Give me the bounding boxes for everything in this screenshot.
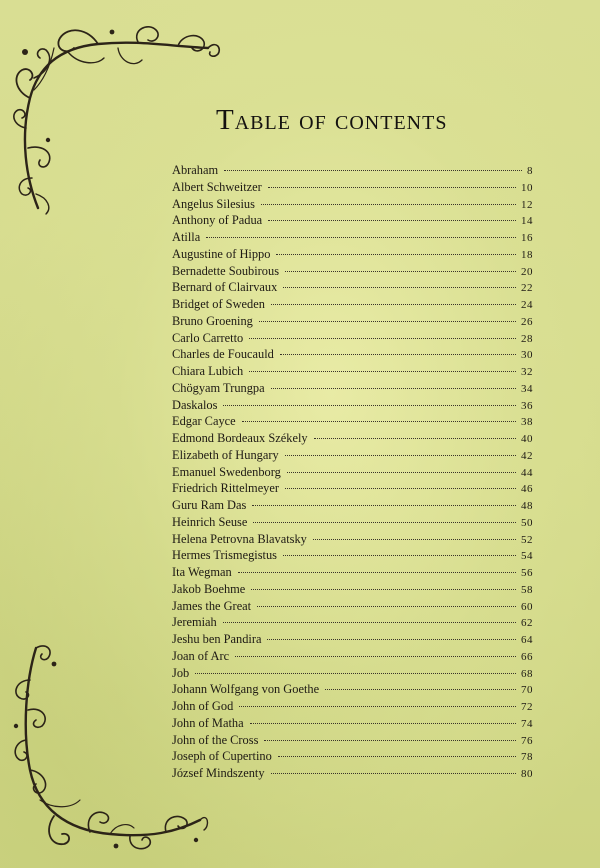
toc-entry[interactable] (172, 212, 533, 229)
dot-leader (283, 286, 516, 288)
toc-entry-name: Hermes Trismegistus (172, 548, 277, 563)
dot-leader (223, 404, 516, 406)
toc-entry[interactable] (172, 581, 533, 598)
dot-leader (283, 554, 516, 556)
toc-entry-name: Jeremiah (172, 615, 217, 630)
dot-leader (223, 621, 516, 623)
toc-entry[interactable] (172, 279, 533, 296)
toc-entry[interactable] (172, 547, 533, 564)
toc-entry[interactable] (172, 564, 533, 581)
toc-entry-page-number: 60 (521, 600, 533, 613)
toc-entry-name: József Mindszenty (172, 766, 265, 780)
toc-entry-page-number: 52 (521, 533, 533, 546)
toc-entry[interactable] (172, 698, 533, 715)
toc-entry-page-number: 42 (521, 449, 533, 462)
toc-entry-page-number: 44 (521, 466, 533, 479)
dot-leader (271, 303, 516, 305)
toc-entry-page-number: 48 (521, 500, 533, 512)
toc-entry[interactable] (172, 681, 533, 698)
toc-entry[interactable] (172, 330, 533, 347)
toc-entry-page-number: 16 (521, 232, 533, 244)
toc-entry-page-number: 46 (521, 483, 533, 496)
toc-entry-page-number: 32 (521, 366, 533, 378)
toc-entry[interactable] (172, 162, 533, 179)
toc-entry-name: Jakob Boehme (172, 581, 246, 596)
toc-entry-name: Elizabeth of Hungary (172, 447, 279, 462)
toc-entry[interactable] (172, 430, 533, 447)
dot-leader (271, 772, 516, 774)
toc-entry[interactable] (172, 229, 533, 246)
dot-leader (314, 437, 516, 439)
toc-entry-name: Edmond Bordeaux Székely (172, 431, 308, 445)
toc-entry[interactable] (172, 531, 533, 548)
toc-entry[interactable] (172, 196, 533, 213)
toc-entry-page-number: 72 (521, 701, 533, 713)
toc-entry[interactable] (172, 598, 533, 615)
toc-entry-name: Augustine of Hippo (172, 246, 271, 261)
dot-leader (313, 538, 516, 540)
dot-leader (325, 688, 516, 690)
toc-entry[interactable] (172, 447, 533, 464)
toc-entry[interactable] (172, 748, 533, 765)
toc-entry-page-number: 64 (521, 634, 533, 646)
toc-entry-name: Job (172, 665, 190, 680)
dot-leader (261, 203, 516, 205)
toc-entry[interactable] (172, 497, 533, 514)
dot-leader (276, 253, 516, 255)
toc-entry[interactable] (172, 296, 533, 313)
dot-leader (249, 370, 516, 372)
toc-entry-name: Abraham (172, 163, 219, 177)
dot-leader (268, 219, 516, 221)
toc-entry-name: Joan of Arc (172, 648, 230, 663)
dot-leader (285, 487, 516, 489)
dot-leader (280, 353, 516, 355)
toc-entry-name: Joseph of Cupertino (172, 749, 272, 764)
dot-leader (252, 504, 516, 506)
toc-entry-page-number: 12 (521, 198, 533, 211)
toc-entry-page-number: 26 (521, 315, 533, 328)
toc-entry-name: Bridget of Sweden (172, 297, 265, 311)
toc-entry-page-number: 74 (521, 717, 533, 730)
dot-leader (285, 270, 516, 272)
toc-entry[interactable] (172, 480, 533, 497)
dot-leader (251, 588, 516, 590)
toc-entry-name: Chögyam Trungpa (172, 380, 265, 395)
toc-entry-page-number: 28 (521, 332, 533, 345)
toc-entry[interactable] (172, 313, 533, 330)
toc-entry-name: Ita Wegman (172, 565, 232, 579)
dot-leader (253, 521, 516, 523)
toc-entry[interactable] (172, 648, 533, 665)
toc-entry-name: Bernard of Clairvaux (172, 280, 278, 295)
toc-entry[interactable] (172, 514, 533, 531)
toc-entry-page-number: 40 (521, 433, 533, 445)
toc-entry-page-number: 34 (521, 382, 533, 395)
dot-leader (195, 672, 516, 674)
toc-entry[interactable] (172, 614, 533, 631)
toc-entry-page-number: 66 (521, 650, 533, 663)
toc-entry-page-number: 8 (527, 165, 533, 177)
toc-entry[interactable] (172, 732, 533, 749)
toc-entry[interactable] (172, 464, 533, 481)
dot-leader (268, 186, 516, 188)
toc-entry-page-number: 30 (521, 349, 533, 362)
toc-entry-name: John of Matha (172, 715, 244, 730)
dot-leader (235, 655, 516, 657)
dot-leader (271, 387, 516, 389)
toc-entry-name: James the Great (172, 598, 252, 613)
toc-entry-name: Helena Petrovna Blavatsky (172, 531, 307, 546)
toc-entry-name: Chiara Lubich (172, 364, 244, 378)
dot-leader (206, 236, 516, 238)
toc-entry-name: Emanuel Swedenborg (172, 464, 281, 479)
toc-entry[interactable] (172, 363, 533, 380)
toc-entry-name: Heinrich Seuse (172, 514, 248, 529)
toc-entry-page-number: 20 (521, 265, 533, 278)
dot-leader (259, 320, 516, 322)
toc-entry[interactable] (172, 346, 533, 363)
toc-entry[interactable] (172, 246, 533, 263)
dot-leader (224, 169, 522, 171)
toc-entry[interactable] (172, 765, 533, 782)
toc-entry-page-number: 58 (521, 583, 533, 596)
toc-entry[interactable] (172, 380, 533, 397)
toc-entry[interactable] (172, 665, 533, 682)
dot-leader (238, 571, 516, 573)
toc-entry[interactable] (172, 413, 533, 430)
toc-entry-name: Bruno Groening (172, 313, 253, 328)
toc-entry-name: Daskalos (172, 397, 218, 412)
dot-leader (242, 420, 516, 422)
toc-entry-name: Albert Schweitzer (172, 179, 262, 194)
toc-entry-name: John of the Cross (172, 732, 259, 747)
toc-entry-page-number: 14 (521, 215, 533, 228)
toc-entry-page-number: 22 (521, 282, 533, 295)
toc-entry[interactable] (172, 263, 533, 280)
toc-entry[interactable] (172, 397, 533, 414)
toc-entry-page-number: 50 (521, 516, 533, 529)
toc-entry-page-number: 62 (521, 617, 533, 630)
dot-leader (250, 722, 516, 724)
toc-entry-page-number: 24 (521, 299, 533, 311)
toc-entry-page-number: 10 (521, 181, 533, 194)
toc-entry-page-number: 76 (521, 734, 533, 747)
dot-leader (257, 605, 516, 607)
toc-entry-page-number: 18 (521, 248, 533, 261)
toc-entry-name: Charles de Foucauld (172, 347, 274, 362)
toc-entry-page-number: 36 (521, 399, 533, 412)
toc-entry-name: Angelus Silesius (172, 196, 255, 211)
toc-entry-name: Anthony of Padua (172, 213, 263, 228)
dot-leader (267, 638, 516, 640)
toc-entry-name: Atilla (172, 230, 201, 244)
toc-entry[interactable] (172, 715, 533, 732)
page-title: Table of contents (216, 104, 448, 136)
toc-entry-page-number: 68 (521, 667, 533, 680)
table-of-contents-list (172, 162, 533, 782)
toc-entry-page-number: 80 (521, 768, 533, 780)
dot-leader (264, 739, 516, 741)
toc-entry-page-number: 56 (521, 567, 533, 579)
dot-leader (278, 755, 516, 757)
toc-entry-page-number: 54 (521, 550, 533, 563)
toc-entry-name: John of God (172, 699, 234, 713)
toc-entry[interactable] (172, 631, 533, 648)
toc-entry-page-number: 78 (521, 751, 533, 764)
toc-entry-name: Carlo Carretto (172, 330, 244, 345)
dot-leader (249, 337, 516, 339)
toc-entry-name: Johann Wolfgang von Goethe (172, 682, 320, 697)
dot-leader (287, 471, 516, 473)
dot-leader (285, 454, 516, 456)
toc-entry-name: Jeshu ben Pandira (172, 632, 262, 646)
toc-entry[interactable] (172, 179, 533, 196)
toc-entry-page-number: 70 (521, 684, 533, 697)
toc-entry-page-number: 38 (521, 416, 533, 429)
toc-entry-name: Guru Ram Das (172, 498, 247, 512)
dot-leader (239, 705, 516, 707)
toc-entry-name: Bernadette Soubirous (172, 263, 280, 278)
toc-entry-name: Friedrich Rittelmeyer (172, 481, 280, 496)
toc-entry-name: Edgar Cayce (172, 414, 236, 429)
